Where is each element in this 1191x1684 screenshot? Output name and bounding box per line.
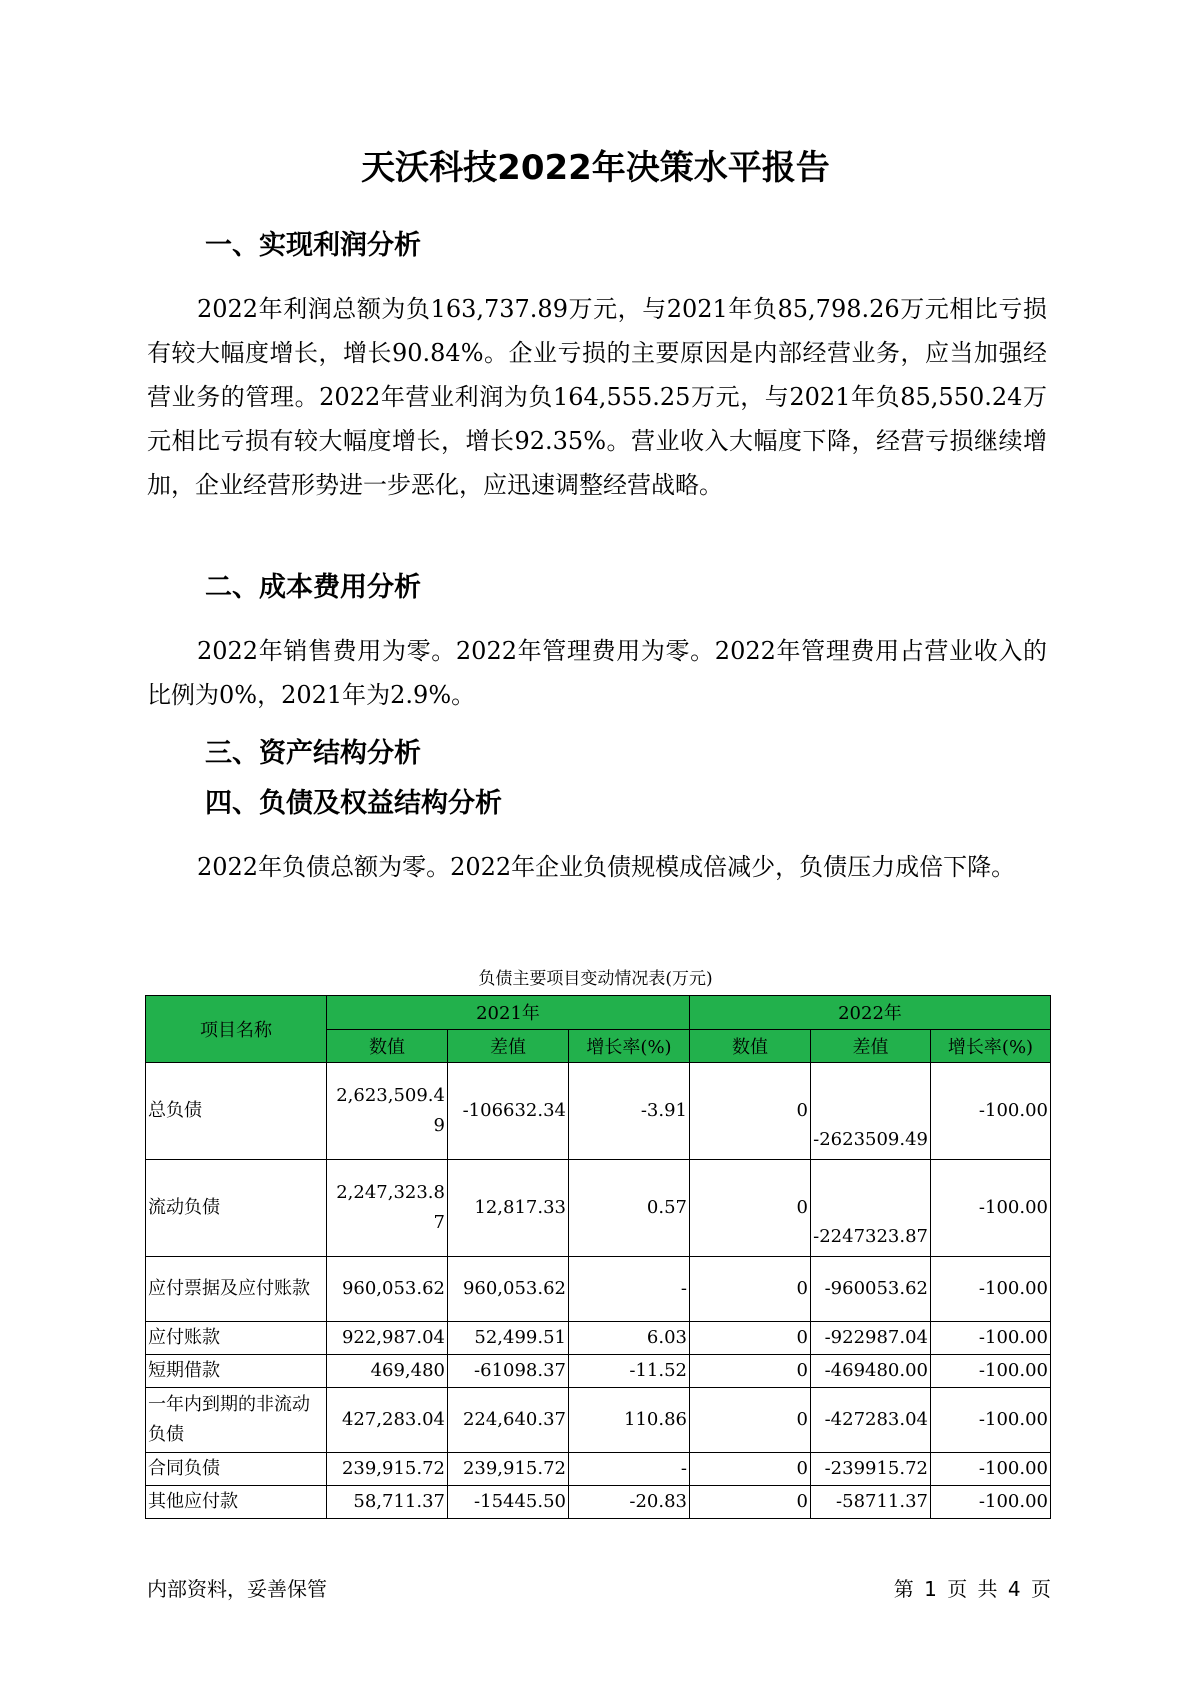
section-heading-profit: 一、实现利润分析	[205, 230, 421, 261]
section-heading-cost: 二、成本费用分析	[205, 572, 421, 603]
cell-diff-2022: -2623509.49	[811, 1063, 931, 1160]
section-text-profit: 2022年利润总额为负163,737.89万元，与2021年负85,798.26万元相比亏损有较大幅度增长，增长90.84%。企业亏损的主要原因是内部经营业务，应当加强经营业务的管理。2022年营业利润为负164,555.25万元，与2021年负85,550.24万元相比亏损有较大幅度增长，增长92.35%。营业收入大幅度下降，经营亏损继续增加，企业经营形势进一步恶化，应迅速调整经营战略。	[147, 295, 1047, 499]
cell-value-2021: 2,623,509.49	[327, 1063, 448, 1160]
table-caption: 负债主要项目变动情况表(万元)	[478, 969, 713, 989]
cell-rate-2022: -100.00	[931, 1322, 1051, 1355]
cell-diff-2021: -61098.37	[448, 1355, 569, 1388]
row-name: 总负债	[146, 1063, 327, 1160]
section-text-cost: 2022年销售费用为零。2022年管理费用为零。2022年管理费用占营业收入的比例为0%，2021年为2.9%。	[147, 637, 1047, 709]
page-title: 天沃科技2022年决策水平报告	[361, 148, 830, 188]
row-name: 应付票据及应付账款	[146, 1257, 327, 1322]
table-row	[146, 1388, 1051, 1453]
table-row	[146, 1160, 1051, 1257]
row-name: 其他应付款	[146, 1486, 327, 1519]
cell-diff-2021: -15445.50	[448, 1486, 569, 1519]
cell-rate-2022: -100.00	[931, 1063, 1051, 1160]
cell-rate-2021: 6.03	[569, 1322, 690, 1355]
section-heading-assets: 三、资产结构分析	[205, 738, 421, 769]
header-col-value-2022: 数值	[690, 1029, 811, 1063]
cell-diff-2022: -427283.04	[811, 1388, 931, 1453]
cell-value-2022: 0	[690, 1486, 811, 1519]
table-row	[146, 1355, 1051, 1388]
table-row	[146, 1453, 1051, 1486]
cell-diff-2021: 960,053.62	[448, 1257, 569, 1322]
cell-rate-2021: -	[569, 1257, 690, 1322]
cell-rate-2021: -3.91	[569, 1063, 690, 1160]
cell-rate-2021: -20.83	[569, 1486, 690, 1519]
section-text-liabilities: 2022年负债总额为零。2022年企业负债规模成倍减少，负债压力成倍下降。	[197, 853, 1016, 881]
cell-rate-2022: -100.00	[931, 1388, 1051, 1453]
cell-value-2021: 427,283.04	[327, 1388, 448, 1453]
cell-rate-2022: -100.00	[931, 1257, 1051, 1322]
header-item: 项目名称	[146, 996, 327, 1063]
cell-rate-2022: -100.00	[931, 1486, 1051, 1519]
header-year-2021: 2021年	[327, 996, 690, 1030]
table-row	[146, 1257, 1051, 1322]
row-name: 合同负债	[146, 1453, 327, 1486]
table-row	[146, 1486, 1051, 1519]
cell-diff-2021: 239,915.72	[448, 1453, 569, 1486]
header-year-2022: 2022年	[690, 996, 1051, 1030]
cell-diff-2021: -106632.34	[448, 1063, 569, 1160]
cell-rate-2021: 0.57	[569, 1160, 690, 1257]
row-name: 流动负债	[146, 1160, 327, 1257]
cell-rate-2022: -100.00	[931, 1453, 1051, 1486]
cell-diff-2022: -960053.62	[811, 1257, 931, 1322]
cell-diff-2022: -58711.37	[811, 1486, 931, 1519]
cell-value-2022: 0	[690, 1322, 811, 1355]
header-col-diff-2022: 差值	[811, 1029, 931, 1063]
cell-rate-2021: -	[569, 1453, 690, 1486]
cell-value-2022: 0	[690, 1257, 811, 1322]
header-col-rate-2021: 增长率(%)	[569, 1029, 690, 1063]
cell-value-2021: 960,053.62	[327, 1257, 448, 1322]
row-name: 应付账款	[146, 1322, 327, 1355]
cell-value-2022: 0	[690, 1355, 811, 1388]
cell-diff-2021: 224,640.37	[448, 1388, 569, 1453]
cell-rate-2022: -100.00	[931, 1160, 1051, 1257]
cell-diff-2021: 52,499.51	[448, 1322, 569, 1355]
section-heading-liabilities: 四、负债及权益结构分析	[205, 788, 502, 819]
footer-page-number: 第 1 页 共 4 页	[893, 1577, 1051, 1601]
cell-value-2022: 0	[690, 1063, 811, 1160]
cell-value-2022: 0	[690, 1160, 811, 1257]
cell-diff-2021: 12,817.33	[448, 1160, 569, 1257]
cell-value-2021: 922,987.04	[327, 1322, 448, 1355]
footer-confidential-note: 内部资料，妥善保管	[147, 1577, 327, 1601]
cell-value-2021: 58,711.37	[327, 1486, 448, 1519]
cell-diff-2022: -2247323.87	[811, 1160, 931, 1257]
table-row	[146, 1322, 1051, 1355]
cell-diff-2022: -922987.04	[811, 1322, 931, 1355]
cell-rate-2021: 110.86	[569, 1388, 690, 1453]
row-name: 一年内到期的非流动负债	[146, 1388, 327, 1453]
header-col-rate-2022: 增长率(%)	[931, 1029, 1051, 1063]
cell-value-2021: 469,480	[327, 1355, 448, 1388]
cell-value-2021: 2,247,323.87	[327, 1160, 448, 1257]
cell-value-2022: 0	[690, 1388, 811, 1453]
row-name: 短期借款	[146, 1355, 327, 1388]
header-col-diff-2021: 差值	[448, 1029, 569, 1063]
cell-rate-2022: -100.00	[931, 1355, 1051, 1388]
cell-diff-2022: -469480.00	[811, 1355, 931, 1388]
cell-rate-2021: -11.52	[569, 1355, 690, 1388]
liability-table	[145, 995, 1051, 1519]
cell-diff-2022: -239915.72	[811, 1453, 931, 1486]
cell-value-2021: 239,915.72	[327, 1453, 448, 1486]
header-col-value-2021: 数值	[327, 1029, 448, 1063]
table-row	[146, 1063, 1051, 1160]
cell-value-2022: 0	[690, 1453, 811, 1486]
